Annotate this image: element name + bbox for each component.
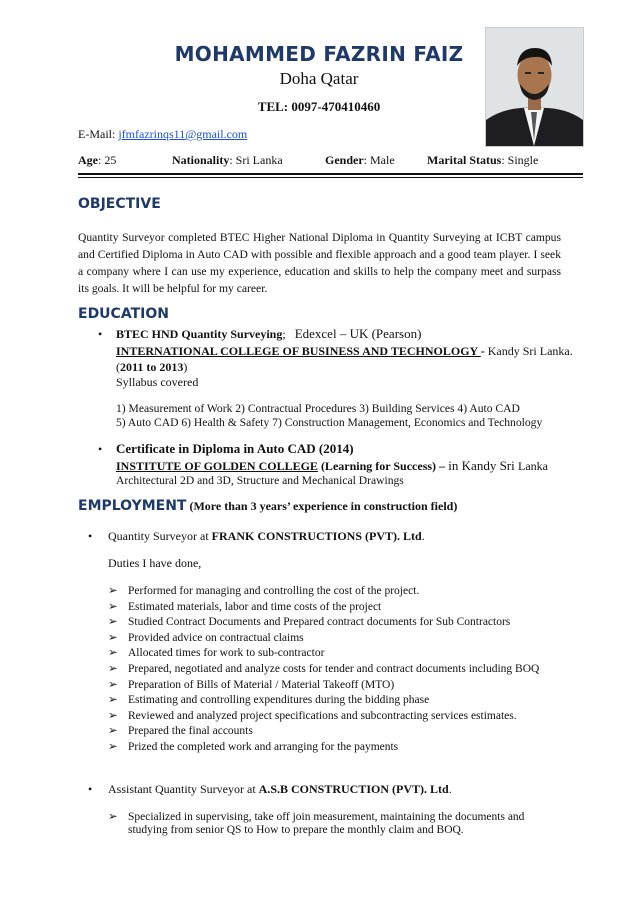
portrait-illustration <box>486 28 583 146</box>
arrow-bullet-icon: ➢ <box>108 709 118 722</box>
email-label: E-Mail: <box>78 127 116 141</box>
bullet-dot-icon: • <box>88 782 93 796</box>
job-2-title <box>108 782 452 797</box>
email-line <box>78 127 247 142</box>
duty-item <box>108 645 324 659</box>
arrow-bullet-icon: ➢ <box>108 725 118 738</box>
employment-title: EMPLOYMENT <box>78 498 187 514</box>
duties-intro: Duties I have done, <box>108 556 202 570</box>
header-divider-thick <box>78 173 583 175</box>
duty-text: Prepared the final accounts <box>128 725 253 738</box>
duty-text: Studied Contract Documents and Prepared contract documents for Sub Contractors <box>128 616 511 629</box>
course-separator: ; <box>282 327 286 341</box>
job-company: FRANK CONSTRUCTIONS (PVT). Ltd <box>211 529 422 543</box>
duty-item <box>108 692 429 706</box>
duty-text: Preparation of Bills of Material / Material Takeoff (MTO) <box>128 678 395 691</box>
phone-number: TEL: 0097-470410460 <box>257 99 381 114</box>
college-location: Kandy Sri Lanka. <box>484 344 573 358</box>
college-name: INTERNATIONAL COLLEGE OF BUSINESS AND TECHNOLOGY <box>116 344 481 358</box>
syllabus-line-1: 1) Measurement of Work 2) Contractual Procedures 3) Building Services 4) Auto CAD <box>116 402 520 415</box>
years-close: ) <box>183 360 188 374</box>
bullet-dot-icon: • <box>98 327 103 341</box>
job-role: Assistant Quantity Surveyor at <box>108 782 259 796</box>
arrow-bullet-icon: ➢ <box>108 647 118 660</box>
objective-heading: OBJECTIVE <box>78 196 161 212</box>
age-value: : 25 <box>98 153 117 167</box>
duty-item <box>108 599 381 613</box>
nationality-value: : Sri Lanka <box>229 153 283 167</box>
syllabus-label: Syllabus covered <box>116 375 199 389</box>
education-course-1 <box>116 326 421 342</box>
gender-label: Gender <box>325 153 364 167</box>
duty-item <box>108 677 394 691</box>
arrow-bullet-icon: ➢ <box>108 631 118 644</box>
college-location-2: Lanka <box>518 459 548 473</box>
subjects-line: Architectural 2D and 3D, Structure and Mechanical Drawings <box>116 474 404 487</box>
college-location: in Kandy Sri <box>445 458 518 473</box>
job-company: A.S.B CONSTRUCTION (PVT). Ltd <box>258 782 449 796</box>
duty-text: Performed for managing and controlling the cost of the project. <box>128 585 420 597</box>
bullet-dot-icon: • <box>88 529 93 543</box>
bullet-dot-icon: • <box>98 442 103 456</box>
marital-label: Marital Status <box>427 153 502 167</box>
nationality-field <box>172 153 283 168</box>
duty-text: Estimated materials, labor and time costs of the project <box>128 600 382 613</box>
duty-item <box>108 614 510 628</box>
nationality-label: Nationality <box>172 153 230 167</box>
years-value: 2011 to 2013 <box>120 360 184 374</box>
education-course-2: Certificate in Diploma in Auto CAD (2014) <box>116 441 354 456</box>
duty-item <box>108 583 419 597</box>
awarding-body: Edexcel – UK (Pearson) <box>294 326 422 341</box>
marital-value: : Single <box>501 153 539 167</box>
college-dash: - <box>480 344 485 358</box>
duty-text: Prized the completed work and arranging for the payments <box>128 741 399 753</box>
arrow-bullet-icon: ➢ <box>108 585 118 597</box>
years-open: ( <box>116 360 120 374</box>
age-field <box>78 153 116 168</box>
education-college-2 <box>116 458 548 474</box>
education-years-1 <box>116 360 187 375</box>
arrow-bullet-icon: ➢ <box>108 741 118 753</box>
duty-text: Provided advice on contractual claims <box>128 631 304 644</box>
duty-item <box>108 723 253 737</box>
marital-field <box>427 153 538 168</box>
duty-text: Allocated times for work to sub-contractor <box>128 647 325 660</box>
duty-item <box>108 708 517 722</box>
duty-text-line-2: studying from senior QS to How to prepare the monthly claim and BOQ. <box>128 824 464 836</box>
college-name: INSTITUTE OF GOLDEN COLLEGE <box>116 459 318 473</box>
header-divider-thin <box>78 177 583 178</box>
syllabus-line-2: 5) Auto CAD 6) Health & Safety 7) Construction Management, Economics and Technology <box>116 416 543 429</box>
employment-subtitle: (More than 3 years’ experience in construction field) <box>186 499 458 513</box>
course-name: BTEC HND Quantity Surveying <box>116 327 283 341</box>
arrow-bullet-icon: ➢ <box>108 616 118 629</box>
college-tagline: (Learning for Success) – <box>317 459 446 473</box>
duty-item <box>108 661 539 675</box>
gender-value: : Male <box>363 153 395 167</box>
education-college-1 <box>116 344 573 359</box>
duty-item <box>108 739 398 753</box>
job-dot: . <box>448 782 452 796</box>
profile-photo <box>485 27 584 147</box>
gender-field <box>325 153 395 168</box>
job-1-title <box>108 529 425 544</box>
email-link[interactable]: jfmfazrinqs11@gmail.com <box>118 127 248 141</box>
duty-text: Estimating and controlling expenditures during the bidding phase <box>128 694 430 707</box>
age-label: Age <box>78 153 98 167</box>
arrow-bullet-icon: ➢ <box>108 694 118 707</box>
job-role: Quantity Surveyor at <box>108 529 212 543</box>
arrow-bullet-icon: ➢ <box>108 678 118 691</box>
job-2-duty <box>108 809 524 823</box>
duty-item <box>108 630 304 644</box>
duty-text-line-1: Specialized in supervising, take off join measurement, maintaining the documents and <box>128 811 525 823</box>
duty-text: Prepared, negotiated and analyze costs for tender and contract documents including BOQ <box>128 663 540 675</box>
arrow-bullet-icon: ➢ <box>108 600 118 613</box>
candidate-name: MOHAMMED FAZRIN FAIZ <box>174 42 464 66</box>
employment-heading <box>78 497 457 515</box>
arrow-bullet-icon: ➢ <box>108 811 118 823</box>
duty-text: Reviewed and analyzed project specifications and subcontracting services estimates. <box>128 709 517 722</box>
objective-text: Quantity Surveyor completed BTEC Higher National Diploma in Quantity Surveying at ICBT campus and Certified Diploma in Auto CAD with possible and flexible approach and a good team player. I seek a company where I can use my experience, education and skills to help the company meet and surpass its goals. It will be helpful for my career. <box>78 231 561 295</box>
education-heading: EDUCATION <box>78 306 169 322</box>
arrow-bullet-icon: ➢ <box>108 663 118 675</box>
candidate-location: Doha Qatar <box>279 69 359 88</box>
job-dot: . <box>421 529 425 543</box>
